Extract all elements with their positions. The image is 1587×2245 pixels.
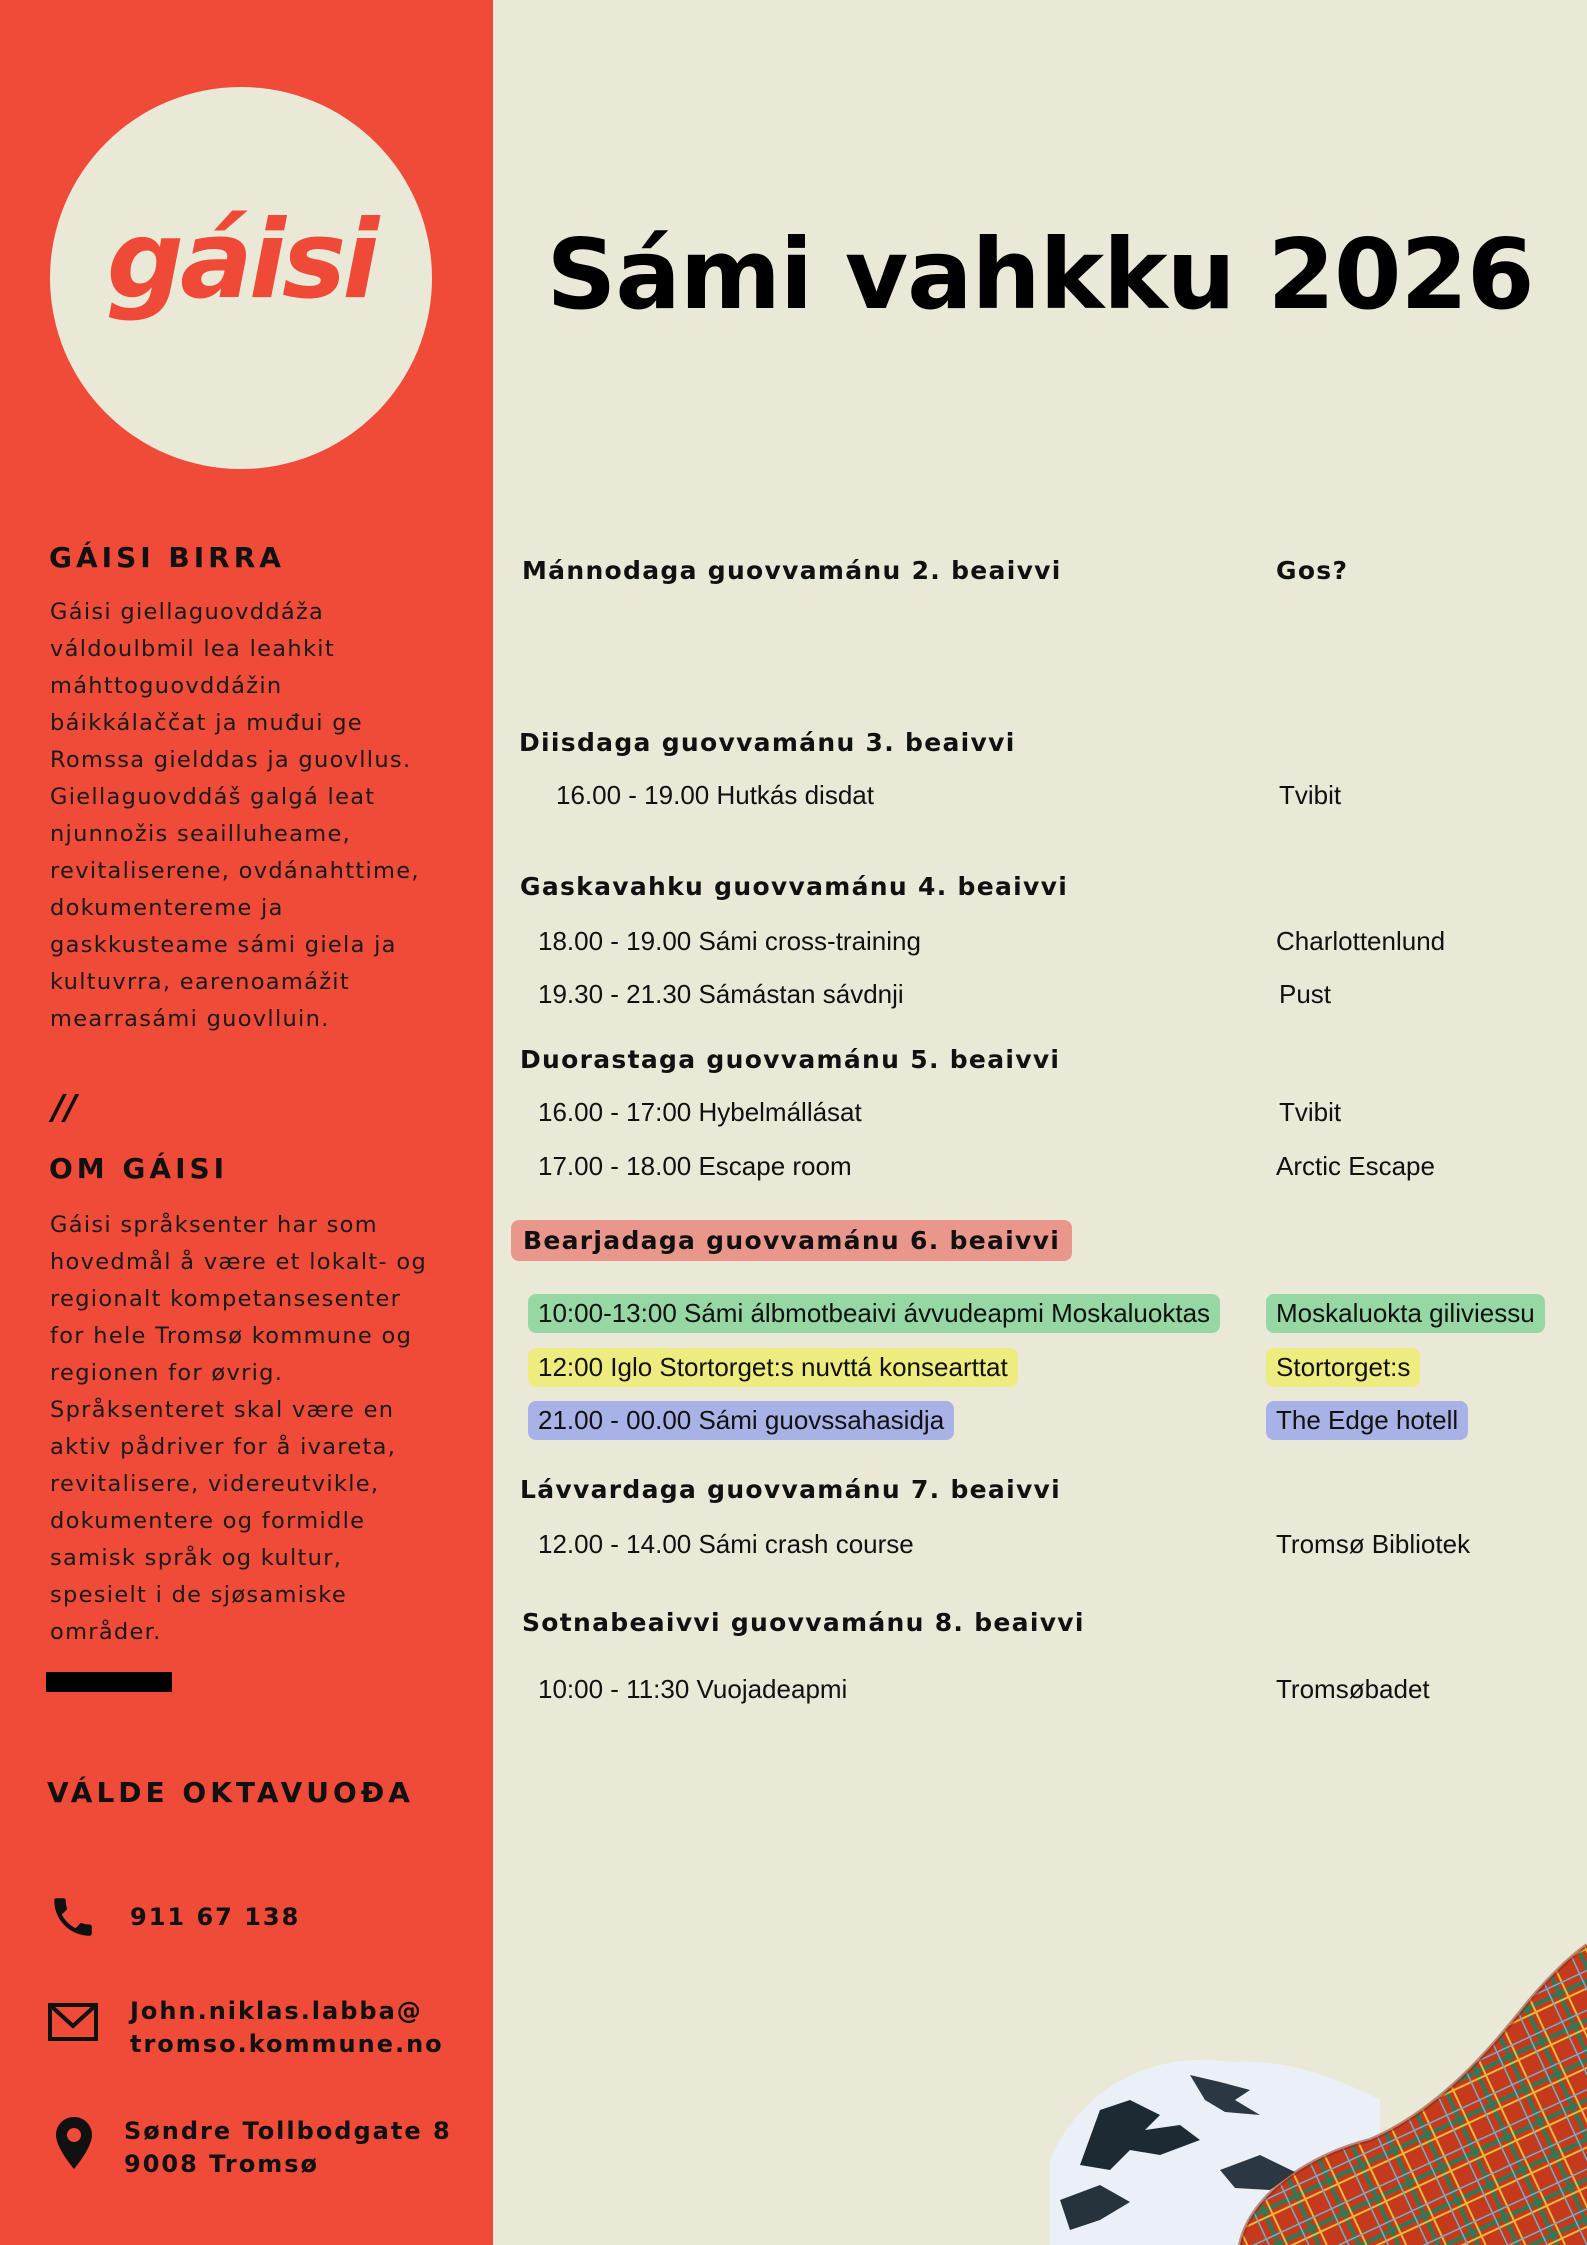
page-title: Sámi vahkku 2026 (546, 218, 1534, 331)
event-where-green: Moskaluokta giliviessu (1266, 1294, 1545, 1333)
event-what: 18.00 - 19.00 Sámi cross-training (538, 926, 921, 956)
event-what: 16.00 - 17:00 Hybelmállásat (538, 1097, 862, 1127)
event-where: Arctic Escape (1276, 1151, 1435, 1181)
event-where: Charlottenlund (1276, 926, 1446, 956)
about-heading-sami: GÁISI BIRRA (49, 541, 285, 574)
about-text-norwegian: Gáisi språksenter har som hovedmål å være et lokalt- og regionalt kompetansesenter for hele Tromsø kommune og regionen for øvrig. Språksenteret skal være en aktiv pådriver for å ivareta, revitalisere, videreutvikle, dokumentere og formidle samisk språk og kultur, spesielt i de sjøsamiske områder. (50, 1212, 428, 1645)
logo-text: gáisi (106, 198, 376, 323)
mountain-fabric-illustration (1040, 1940, 1587, 2245)
event-what: 17.00 - 18.00 Escape room (538, 1151, 852, 1181)
event-what: 16.00 - 19.00 Hutkás disdat (556, 780, 874, 810)
event-what-blue: 21.00 - 00.00 Sámi guovssahasidja (528, 1401, 954, 1440)
envelope-icon (48, 2002, 98, 2042)
event-what-green: 10:00-13:00 Sámi álbmotbeaivi ávvudeapmi Moskaluoktas (528, 1294, 1220, 1333)
where-column-header: Gos? (1276, 556, 1349, 585)
email-line-2: tromso.kommune.no (130, 2030, 444, 2058)
gaisi-logo (50, 87, 432, 469)
day-tuesday: Diisdaga guovvamánu 3. beaivvi (519, 728, 1016, 757)
event-what-yellow: 12:00 Iglo Stortorget:s nuvttá konsearttat (528, 1348, 1018, 1387)
day-thursday: Duorastaga guovvamánu 5. beaivvi (520, 1045, 1061, 1074)
divider-bar (46, 1672, 172, 1692)
email-address[interactable] (130, 1995, 444, 2061)
postal-address (124, 2115, 452, 2181)
day-sunday: Sotnabeaivvi guovvamánu 8. beaivvi (522, 1608, 1085, 1637)
sidebar (0, 0, 493, 2245)
location-pin-icon (56, 2117, 92, 2169)
event-where: Tvibit (1279, 1097, 1342, 1127)
address-line-1: Søndre Tollbodgate 8 (124, 2117, 452, 2145)
day-monday: Mánnodaga guovvamánu 2. beaivvi (522, 556, 1062, 585)
contact-heading: VÁLDE OKTAVUOĐA (47, 1776, 414, 1809)
event-what: 12.00 - 14.00 Sámi crash course (538, 1529, 914, 1559)
event-where-blue: The Edge hotell (1266, 1401, 1468, 1440)
phone-icon (48, 1892, 98, 1942)
event-where: Pust (1279, 979, 1332, 1009)
phone-number[interactable]: 911 67 138 (130, 1903, 301, 1931)
event-where: Tvibit (1279, 780, 1342, 810)
event-where: Tromsø Bibliotek (1276, 1529, 1471, 1559)
day-saturday: Lávvardaga guovvamánu 7. beaivvi (520, 1475, 1062, 1504)
day-friday-highlighted: Bearjadaga guovvamánu 6. beaivvi (511, 1220, 1072, 1261)
event-where: Tromsøbadet (1276, 1674, 1430, 1704)
email-line-1: John.niklas.labba@ (130, 1997, 423, 2025)
day-wednesday: Gaskavahku guovvamánu 4. beaivvi (520, 872, 1069, 901)
event-what: 10:00 - 11:30 Vuojadeapmi (538, 1674, 848, 1704)
about-heading-norwegian: OM GÁISI (49, 1152, 229, 1185)
address-line-2: 9008 Tromsø (124, 2150, 319, 2178)
slash-divider: // (52, 1088, 77, 1128)
event-where-yellow: Stortorget:s (1266, 1348, 1420, 1387)
about-text-sami: Gáisi giellaguovddáža váldoulbmil lea leahkit máhttoguovddážin báikkálaččat ja muđui ge Romssa gielddas ja guovllus. Giellaguovddáš galgá leat njunnožis seailluheame, revitaliserene, ovdánahttime, dokumentereme ja gaskkusteame sámi giela ja kultuvrra, earenoamážit mearrasámi guovlluin. (50, 599, 420, 1032)
event-what: 19.30 - 21.30 Sámástan sávdnji (538, 979, 904, 1009)
